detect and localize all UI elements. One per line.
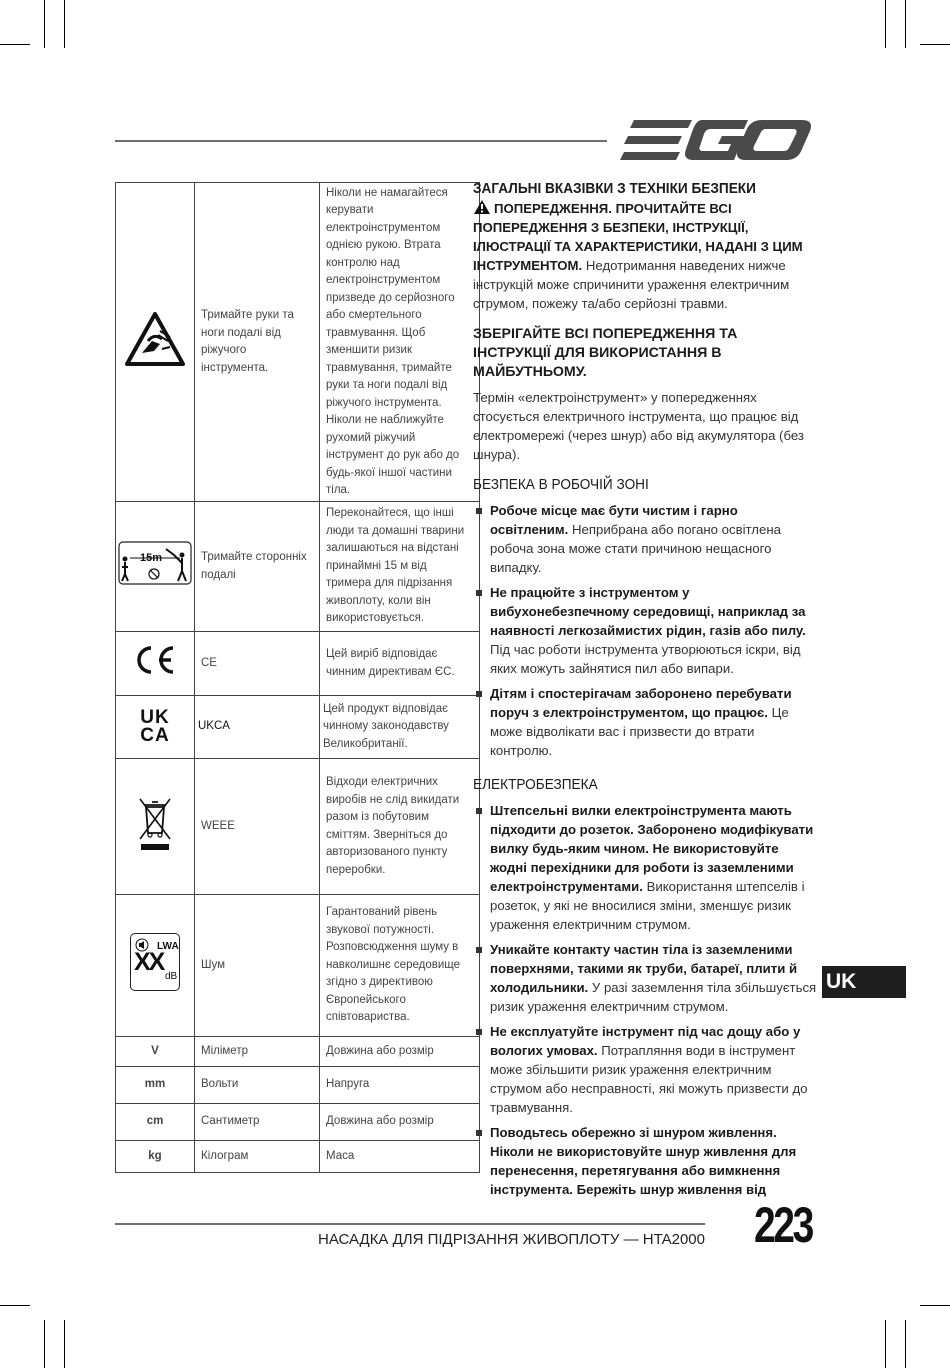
crop-mark bbox=[920, 1305, 950, 1306]
list-item: Уникайте контакту частин тіла із заземленими поверхнями, такими як труби, батареї, плити й холодильники. У разі заземлення тіла збільшується ризик ураження електричним струмом. bbox=[473, 940, 818, 1016]
crop-mark bbox=[920, 44, 950, 45]
page-number: 223 bbox=[753, 1197, 812, 1253]
term-paragraph: Термін «електроінструмент» у попередженнях стосується електричного інструмента, що працює від електромережі (через шнур) або від акумулятора (без шнура). bbox=[473, 390, 804, 462]
list-item: Не працюйте з інструментом у вибухонебезпечному середовищі, наприклад за наявності легкозаймистих рідин, газів або пилу. Під час роботи інструмента утворюються іскри, від яких можуть зайнятися пил або випари. bbox=[473, 583, 818, 678]
crop-mark bbox=[0, 44, 30, 45]
warning-bold: ПОПЕРЕДЖЕННЯ. ПРОЧИТАЙТЕ ВСІ ПОПЕРЕДЖЕННЯ З БЕЗПЕКИ, ІНСТРУКЦІЇ, ІЛЮСТРАЦІЇ ТА ХАРАКТЕРИСТИКИ, НАДАНІ З ЦИМ ІНСТРУМЕНТОМ. bbox=[473, 201, 803, 273]
distance-label: 15m bbox=[140, 552, 163, 565]
list-item: Поводьтесь обережно зі шнуром живлення. Ніколи не використовуйте шнур живлення для перенесення, перетягування або вимкнення інструмента. Бережіть шнур живлення від bbox=[473, 1123, 818, 1199]
symbol-description: Напруга bbox=[320, 1067, 480, 1104]
crop-mark bbox=[905, 1320, 906, 1368]
symbol-cell bbox=[116, 502, 195, 632]
symbol-description: Гарантований рівень звукової потужності. Розповсюдження шуму в навколишнє середовище згідно з директивою Європейського співтовариства. bbox=[320, 895, 480, 1037]
table-row bbox=[116, 1067, 480, 1104]
language-tab: UK bbox=[822, 966, 906, 998]
crop-mark bbox=[885, 1320, 886, 1368]
symbol-cell bbox=[116, 895, 195, 1037]
list-item: Робоче місце має бути чистим і гарно освітленим. Неприбрана або погано освітлена робоча зона може стати причиною нещасного випадку. bbox=[473, 501, 818, 577]
crop-mark bbox=[44, 0, 45, 48]
crop-mark bbox=[44, 1320, 45, 1368]
crop-mark bbox=[64, 1320, 65, 1368]
ukca-mark-icon: UK CA bbox=[140, 707, 170, 746]
table-row bbox=[116, 1104, 480, 1141]
symbol-description: Довжина або розмір bbox=[320, 1037, 480, 1067]
symbol-name: Вольти bbox=[195, 1067, 320, 1104]
symbol-name: Шум bbox=[195, 895, 320, 1037]
symbol-description: Довжина або розмір bbox=[320, 1104, 480, 1141]
crop-mark bbox=[885, 0, 886, 48]
section-heading: БЕЗПЕКА В РОБОЧІЙ ЗОНІ bbox=[473, 477, 649, 493]
symbol-name: Тримайте сторонніх подалі bbox=[195, 502, 320, 632]
section-heading: ЕЛЕКТРОБЕЗПЕКА bbox=[473, 777, 598, 793]
table-row bbox=[116, 632, 480, 696]
noise-level-icon: LWA XX dB bbox=[130, 933, 180, 991]
unit-symbol: cm bbox=[116, 1104, 195, 1141]
symbol-description: Переконайтеся, що інші люди та домашні тварини залишаються на відстані принаймні 15 м від тримера для підрізання живоплоту, коли він використовується. bbox=[320, 502, 480, 632]
symbol-name: Міліметр bbox=[195, 1037, 320, 1067]
footer-title: НАСАДКА ДЛЯ ПІДРІЗАННЯ ЖИВОПЛОТУ — HTA2000 bbox=[318, 1231, 705, 1248]
section-heading: ЗБЕРІГАЙТЕ ВСІ ПОПЕРЕДЖЕННЯ ТА ІНСТРУКЦІЇ ДЛЯ ВИКОРИСТАННЯ В МАЙБУТНЬОМУ. bbox=[473, 326, 738, 380]
symbol-description: Маса bbox=[320, 1141, 480, 1173]
work-area-list bbox=[473, 501, 818, 760]
symbol-name: WEEE bbox=[195, 759, 320, 895]
electrical-list bbox=[473, 801, 818, 1199]
symbol-name: Кілограм bbox=[195, 1141, 320, 1173]
warning-text: Недотримання наведених нижче інструкцій може спричинити ураження електричним струмом, пожежу та/або серйозні травми. bbox=[473, 258, 790, 311]
list-item: Не експлуатуйте інструмент під час дощу або у вологих умовах. Потрапляння води в інструмент може збільшити ризик ураження електричним струмом або несправності, які можуть призвести до травмування. bbox=[473, 1022, 818, 1117]
table-row bbox=[116, 696, 480, 759]
crop-mark bbox=[0, 1305, 30, 1306]
symbol-description: Цей продукт відповідає чинному законодавству Великобританії. bbox=[320, 696, 480, 759]
header-rule bbox=[115, 140, 607, 142]
ce-mark-icon bbox=[133, 645, 177, 675]
symbols-table bbox=[115, 182, 480, 1173]
unit-symbol: V bbox=[116, 1037, 195, 1067]
list-item: Дітям і спостерігачам заборонено перебувати поруч з електроінструментом, що працює. Це може відволікати вас і призвести до втрати контролю. bbox=[473, 684, 818, 760]
symbol-description: Відходи електричних виробів не слід викидати разом із побутовим сміттям. Зверніться до авторизованого пункту переробки. bbox=[320, 759, 480, 895]
ego-logo bbox=[620, 118, 812, 162]
table-row bbox=[116, 183, 480, 502]
symbol-name: Тримайте руки та ноги подалі від ріжучого інструмента. bbox=[195, 183, 320, 502]
crop-mark bbox=[64, 0, 65, 48]
table-row bbox=[116, 502, 480, 632]
symbol-cell bbox=[116, 759, 195, 895]
symbol-cell bbox=[116, 632, 195, 696]
unit-symbol: kg bbox=[116, 1141, 195, 1173]
section-heading: ЗАГАЛЬНІ ВКАЗІВКИ З ТЕХНІКИ БЕЗПЕКИ bbox=[473, 181, 756, 197]
crop-mark bbox=[905, 0, 906, 48]
table-row bbox=[116, 759, 480, 895]
symbol-name: CE bbox=[195, 632, 320, 696]
safety-instructions bbox=[473, 180, 818, 1205]
table-row bbox=[116, 1037, 480, 1067]
warning-paragraph bbox=[473, 199, 818, 313]
table-row bbox=[116, 895, 480, 1037]
table-row bbox=[116, 1141, 480, 1173]
hand-cut-warning-icon bbox=[124, 311, 186, 367]
symbol-description: Ніколи не намагайтеся керувати електроінструментом однією рукою. Втрата контролю над електроінструментом призведе до серйозного або смертельного травмування. Щоб зменшити ризик травмування, тримайте руки та ноги подалі від ріжучого інструмента. Ніколи не наближуйте рухомий ріжучий інструмент до рук або до будь-якої іншої частини тіла. bbox=[320, 183, 480, 502]
symbol-cell bbox=[116, 183, 195, 502]
warning-triangle-icon bbox=[473, 199, 491, 215]
symbol-name: UKCA bbox=[195, 696, 320, 759]
weee-bin-icon bbox=[137, 795, 173, 851]
list-item: Штепсельні вилки електроінструмента мають підходити до розеток. Заборонено модифікувати вилку будь-яким чином. Не використовуйте жодні перехідники для роботи із заземленими електроінструментами. Використання штепселів і розеток, у які не вносилися зміни, зменшує ризик ураження електричним струмом. bbox=[473, 801, 818, 934]
symbol-cell bbox=[116, 696, 195, 759]
bystander-distance-icon bbox=[118, 541, 192, 585]
unit-symbol: mm bbox=[116, 1067, 195, 1104]
symbol-description: Цей виріб відповідає чинним директивам ЄС. bbox=[320, 632, 480, 696]
footer-rule bbox=[115, 1223, 705, 1225]
symbol-name: Сантиметр bbox=[195, 1104, 320, 1141]
